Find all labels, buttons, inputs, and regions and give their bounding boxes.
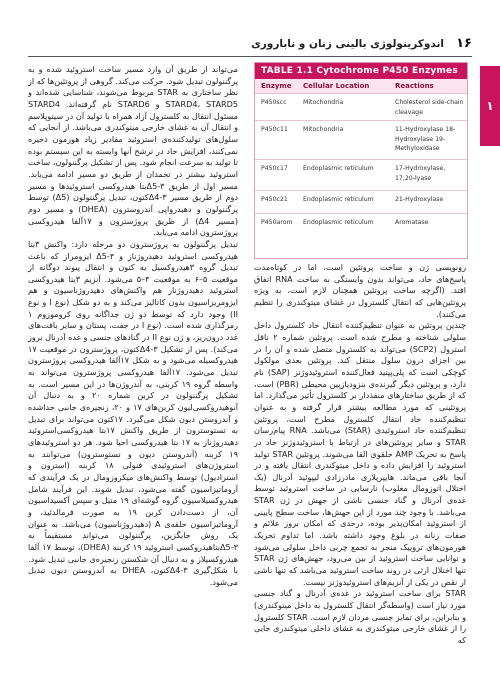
header-rule: [28, 56, 472, 57]
chapter-tab-number: ۱: [486, 99, 494, 113]
cell-reactions: Aromatase: [395, 219, 429, 226]
paragraph: چندین پروتئین به عنوان تنظیم‌کننده انتقال حاد کلسترول داخل سلولی شناخته و مطرح شده است. پروتئین شماره ۲ ناقل استرول (SCP2) می‌تواند به کلسترول متصل شده و آن را در بین اجزای درون سلول منتقل کند. پروتئین بعدی مولکول کوچکی است که پلی‌پپتید فعال‌کننده استروئیدوژنز (SAP) نام دارد، و پروتئین دیگر گیرنده‌ی بنزودیازپین محیطی (PBR) است، که از طریق ساختارهای منفذدار بر کلسترول تأثیر می‌گذارد. اما پروتئینی که مورد مطالعه بیشتر قرار گرفته و به عنوان تنظیم‌کننده حاد انتقال کلسترول مطرح است، پروتئین تنظیم‌کننده حاد استروئیدی (StAR) می‌باشد. RNA پیام‌رسان STAR و سایر پروتئین‌های در ارتباط با استروئیدوژنز حاد در پاسخ به تحریک AMP حلقوی القا می‌شوند. پروتئین STAR تولید استروئید را افزایش داده و داخل میتوکندری انتقال یافته و در آنجا باقی می‌ماند. هایپرپلازی مادرزادی لیپوئید آدرنال (یک اختلال اتوزومال مغلوب) نارسایی در ساخت استروئید توسط غده‌ی آدرنال و گناد جنسی ناشی از جهش در ژن STAR می‌باشد. با وجود چند مورد از این جهش‌ها، ساخت سطح پایینی از استروئید امکان‌پذیر بوده، درحدی که امکان بروز علائم و صفات زنانه در بلوغ وجود داشته باشد. اما تداوم تحریک هورمون‌های تروپیک منجر به تجمع چربی داخل سلولی می‌شود و توانایی ساخت استروئید از بین می‌رود، جهش‌های ژن STAR تنها اختلال ارثی در روند ساخت استروئید می‌باشد که تنها ناشی از نقص در یکی از آنزیم‌های استروئیدوژنز نیست.: [254, 320, 467, 587]
table-title: TABLE 1.1 Cytochrome P450 Enzymes: [255, 63, 467, 79]
cell-reactions: Cholesterol side-chain cleavage: [395, 99, 464, 116]
cell-location: Endoplasmic reticulum: [303, 219, 374, 226]
cell-enzyme: P450c11: [261, 126, 288, 133]
paragraph: تبدیل پرگننولون به پروژسترون دو مرحله دارد: واکنش ۳بتا هیدروکسی استروئید دهیدروژناز و Δ5-۴ ایزومراز که باعث تبدیل گروه ۳هیدروکسیل به کتون و انتقال پیوند دوگانه از موقعیت ۵–۶ به موقعیت ۴–۵ می‌شود. آنزیم ۳بتا هیدروکسی استروئید دهیدروژناز هم واکنش‌های دهیدروژناسیون و هم ایزومریزاسیون بدون کاتالیز می‌کند و به دو شکل (نوع I و نوع II) وجود دارد که توسط دو ژن جداگانه روی کروموزوم ۱ رمزگذاری شده است. (نوع I در جفت، پستان و سایر بافت‌های غدد درون‌ریز، و ژن نوع II در گنادهای جنسی و غده آدرنال بروز می‌کند). پس از تشکیل Δ4-۳کتون، پروژسترون در موقعیت ۱۷ هیدروکسیله می‌شود و به شکل ۱۷آلفا هیدروکسی پروژسترون تبدیل می‌شود. ۱۷آلفا هیدروکسی پروژسترون می‌تواند به واسطه گروه ۱۹ کربنی، به آندروژن‌ها در این مسیر است. به تشکیل پرگننولون در کربن شماره ۲۰ و به دنبال آن آنوهیدروکسی‌لیون کربن‌های ۱۷ و ۲۰، زنجیره‌ی جانبی جداشده و آندروستن دیون شکل می‌گیرد. ۱۷کتون می‌تواند برای تبدیل به تستوسترون از طریق واکنش ۱۷بتا هیدروکسی‌استروئید دهیدروژناز به ۱۷ بتا هیدروکسی احیا شود. هر دو استروئیدهای ۱۹ کربنه (آندروستن دیون و تستوسترون) می‌توانند به استروژن‌های استروئیدی فنولی ۱۸ کربنه (استرون و استرادیول) توسط واکنش‌های میکروزومال در یک فرآیندی که آروماتیزاسیون گفته می‌شود، تبدیل شوند. این فرآیند شامل هیدروکسیلاسیون گروه گوشه‌ای ۱۹ متیل و سپس آکسیداسیون آن، از دست‌دادن کربن ۱۹ به صورت فرمالدئید، و آروماتیزاسیون حلقه‌ی A (دهیدروژناسیون) می‌باشد. به عنوان یک روش جایگزین، پرگننولون می‌تواند مستقیماً به Δ5-۳بتاهیدروکسی استروئید ۱۹ کربنه (DHEA)، توسط ۱۷ آلفا هیدروکسیلاز و به دنبال آن شکستن زنجیره‌ی جانبی تبدیل شود. با شکل‌گیری Δ4-۳کتون، DHEA به آندروستن دیون تبدیل می‌شود.: [28, 238, 239, 587]
table-row: [255, 159, 467, 190]
cell-enzyme: P450arom: [261, 219, 293, 226]
cell-enzyme: P450c21: [261, 196, 288, 203]
page-header: [28, 36, 472, 54]
cell-reactions: 21-Hydroxylase: [395, 196, 444, 203]
cell-reactions: 17-Hydroxylase, 17,20-lyase: [395, 165, 446, 182]
column-header-location: Cellular Location: [303, 82, 370, 90]
cytochrome-table: [254, 62, 468, 259]
table-row: [255, 93, 467, 120]
table-row: [255, 190, 467, 213]
cell-enzyme: P450scc: [261, 99, 287, 106]
cell-location: Endoplasmic reticulum: [303, 165, 374, 172]
table-row: [255, 213, 467, 236]
chapter-tab: [480, 66, 500, 146]
paragraph: STAR برای ساخت استروئید در غده‌ی آدرنال و گناد جنسی مورد نیاز است (واسطه‌گر انتقال کلسترول به داخل میتوکندری) و بنابراین، برای تمایز جنسی مردان لازم است. STAR کلسترول را از غشای خارجی میتوکندری به غشای داخلی میتوکندری جایی که: [254, 588, 466, 645]
paragraph: رونویسی ژن و ساخت پروتئین است، اما در کوتاه‌مدت پاسخ‌های حاد، می‌تواند بدون وابستگی به ساخت RNA اتفاق افتد. (اگرچه ساخت پروتئین همچنان لازم است، به ویژه پروتئین‌هایی که انتقال کلسترول در غشای میتوکندری را تنظیم می‌کنند).: [254, 262, 466, 319]
left-text-column: [28, 64, 238, 589]
table-header-row: [255, 79, 467, 93]
column-header-enzyme: Enzyme: [261, 82, 292, 90]
cell-location: Mitochondria: [303, 99, 344, 106]
cell-location: Mitochondria: [303, 126, 344, 133]
cell-reactions: 11-Hydroxylase 18-Hydroxylase 19-Methyloxidase: [395, 126, 456, 153]
cell-enzyme: P450c17: [261, 165, 288, 172]
right-text-column: [254, 262, 466, 647]
paragraph: می‌تواند از طریق آن وارد مسیر ساخت استروئید شده و به پرگننولون تبدیل شود. حرکت می‌کند. گروهی از پروتئین‌ها که از نظر ساختاری به STAR مربوط می‌شوند، شناسایی شده‌اند و STARD4، STARD5 و STARD6 نام گرفته‌اند. STARD4 مسئول انتقال به کلسترول آزاد همراه با تولید آن در سیتوپلاسم و انتقال آن به غشای خارجی میتوکندری می‌باشد. از آنجایی که سلول‌های تولیدکننده‌ی استروئید مقادیر زیاد هورمون ذخیره نمی‌کنند، افزایش حاد در ترشح آنها وابسته به این سیستم بوده تا تولید به سرعت انجام شود. پس از تشکیل پرگننولون، ساخت استروئید بیشتر در تخمدان از طریق دو مسیر ادامه می‌یابد. مسیر اول از طریق Δ5-۳بتا هیدروکسی استروئیدها و مسیر دوم از طریق مسیر Δ4-۳کتون، تبدیل پرگننولون (Δ5) توسط پرگننولون و دهیدرواپی آندروسترون (DHEA) و مسیر دوم (مسیر Δ4) از طریق پروژسترون و ۱۷آلفا هیدروکسی پروژسترون ادامه می‌یابد.: [28, 64, 239, 238]
page-number: ۱۶: [456, 36, 472, 51]
cell-location: Endoplasmic reticulum: [303, 196, 374, 203]
running-title: اندوکرینولوژی بالینی زنان و ناباروری: [251, 38, 444, 50]
table-row: [255, 120, 467, 159]
column-header-reactions: Reactions: [395, 82, 434, 90]
